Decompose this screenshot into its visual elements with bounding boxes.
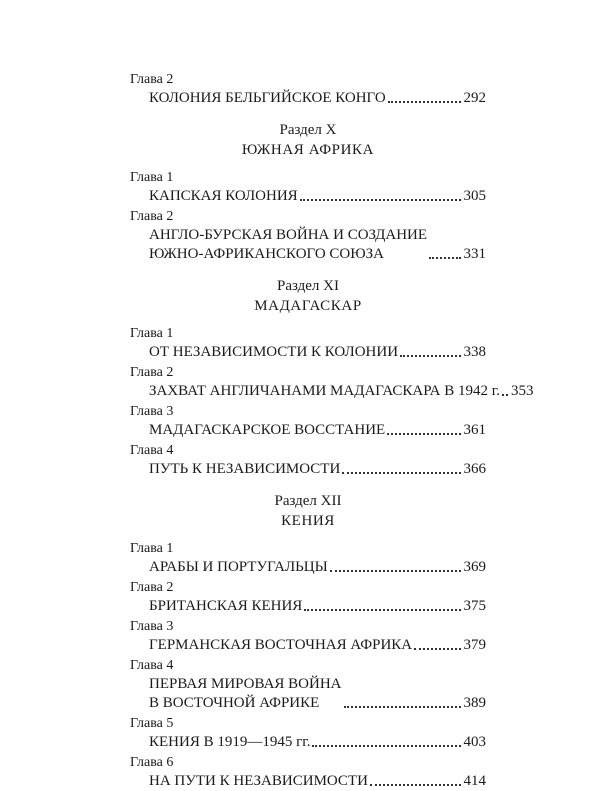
chapter-label: Глава 3	[130, 619, 174, 634]
dot-leader	[429, 256, 460, 259]
page-number: 414	[463, 773, 486, 789]
dot-leader	[300, 198, 461, 201]
chapter-label: Глава 4	[130, 443, 174, 458]
entry-title	[149, 675, 342, 713]
entry-title-line: НА ПУТИ К НЕЗАВИСИМОСТИ	[149, 773, 368, 789]
chapter-label: Глава 2	[130, 209, 174, 224]
page-number: 361	[463, 422, 486, 438]
entry-title-line: КЕНИЯ В 1919—1945 гг.	[149, 734, 311, 750]
chapter-label: Глава 2	[130, 72, 174, 87]
chapter-label: Глава 1	[130, 170, 174, 185]
chapter-label: Глава 3	[130, 404, 174, 419]
chapter-label: Глава 2	[130, 580, 174, 595]
section-heading	[130, 277, 486, 316]
entry-title-line: БРИТАНСКАЯ КЕНИЯ	[149, 598, 303, 614]
toc-entry[interactable]	[130, 733, 486, 752]
page-number: 353	[510, 383, 534, 399]
chapter-label: Глава 4	[130, 658, 174, 673]
entry-title	[149, 597, 302, 616]
entry-title-line: ПЕРВАЯ МИРОВАЯ ВОЙНА	[149, 676, 342, 692]
toc-entry[interactable]	[130, 89, 486, 108]
page-number: 331	[463, 246, 486, 262]
toc-entry[interactable]	[130, 421, 486, 440]
dot-leader	[344, 705, 461, 708]
entry-title-line: КАПСКАЯ КОЛОНИЯ	[149, 188, 298, 204]
dot-leader	[387, 432, 460, 435]
dot-leader	[502, 393, 508, 396]
dot-leader	[400, 354, 460, 357]
chapter-label: Глава 2	[130, 365, 174, 380]
entry-title	[149, 343, 398, 362]
page-number: 292	[463, 90, 486, 106]
page-number: 338	[463, 344, 486, 360]
section-number: Раздел XII	[274, 493, 342, 509]
entry-title	[149, 636, 412, 655]
entry-title	[149, 382, 500, 401]
page-number: 369	[463, 559, 486, 575]
toc-entry[interactable]	[130, 772, 486, 791]
section-title: КЕНИЯ	[281, 513, 335, 529]
entry-title	[149, 733, 310, 752]
page-number: 366	[463, 461, 486, 477]
section-heading	[130, 492, 486, 531]
entry-title	[149, 772, 368, 791]
chapter-label: Глава 1	[130, 541, 174, 556]
toc-entry[interactable]	[130, 460, 486, 479]
toc-entry[interactable]	[130, 382, 534, 401]
entry-title	[149, 226, 427, 264]
page-number: 403	[463, 734, 486, 750]
section-number: Раздел XI	[276, 278, 339, 294]
dot-leader	[330, 569, 461, 572]
dot-leader	[304, 608, 460, 611]
entry-title-line: ГЕРМАНСКАЯ ВОСТОЧНАЯ АФРИКА	[149, 637, 413, 653]
entry-title	[149, 421, 385, 440]
page-number: 305	[463, 188, 486, 204]
entry-title-line: КОЛОНИЯ БЕЛЬГИЙСКОЕ КОНГО	[149, 90, 386, 106]
toc-entry[interactable]	[130, 187, 486, 206]
entry-title-line: В ВОСТОЧНОЙ АФРИКЕ	[149, 695, 320, 711]
table-of-contents	[130, 69, 534, 791]
dot-leader	[414, 647, 460, 650]
entry-title-line: ЮЖНО-АФРИКАНСКОГО СОЮЗА	[149, 246, 385, 262]
page-number: 375	[463, 598, 486, 614]
entry-title-line: ЗАХВАТ АНГЛИЧАНАМИ МАДАГАСКАРА В 1942 г.	[149, 383, 500, 399]
entry-title-line: АНГЛО-БУРСКАЯ ВОЙНА И СОЗДАНИЕ	[149, 227, 428, 243]
entry-title-line: АРАБЫ И ПОРТУГАЛЬЦЫ	[149, 559, 328, 575]
section-number: Раздел X	[279, 122, 337, 138]
dot-leader	[388, 100, 461, 103]
entry-title-line: ОТ НЕЗАВИСИМОСТИ К КОЛОНИИ	[149, 344, 399, 360]
dot-leader	[342, 471, 460, 474]
section-title: ЮЖНАЯ АФРИКА	[241, 142, 375, 158]
page-number: 379	[463, 637, 486, 653]
toc-entry[interactable]	[130, 597, 486, 616]
toc-entry[interactable]	[130, 675, 486, 713]
toc-entry[interactable]	[130, 636, 486, 655]
toc-entry[interactable]	[130, 343, 486, 362]
toc-entry[interactable]	[130, 558, 486, 577]
entry-title	[149, 460, 340, 479]
entry-title	[149, 89, 386, 108]
entry-title	[149, 187, 298, 206]
dot-leader	[370, 783, 461, 786]
chapter-label: Глава 6	[130, 755, 174, 770]
dot-leader	[312, 744, 460, 747]
entry-title	[149, 558, 328, 577]
section-heading	[130, 121, 486, 160]
entry-title-line: МАДАГАСКАРСКОЕ ВОССТАНИЕ	[149, 422, 386, 438]
chapter-label: Глава 1	[130, 326, 174, 341]
toc-entry[interactable]	[130, 226, 486, 264]
chapter-label: Глава 5	[130, 716, 174, 731]
entry-title-line: ПУТЬ К НЕЗАВИСИМОСТИ	[149, 461, 341, 477]
section-title: МАДАГАСКАР	[254, 298, 362, 314]
page-number: 389	[463, 695, 486, 711]
